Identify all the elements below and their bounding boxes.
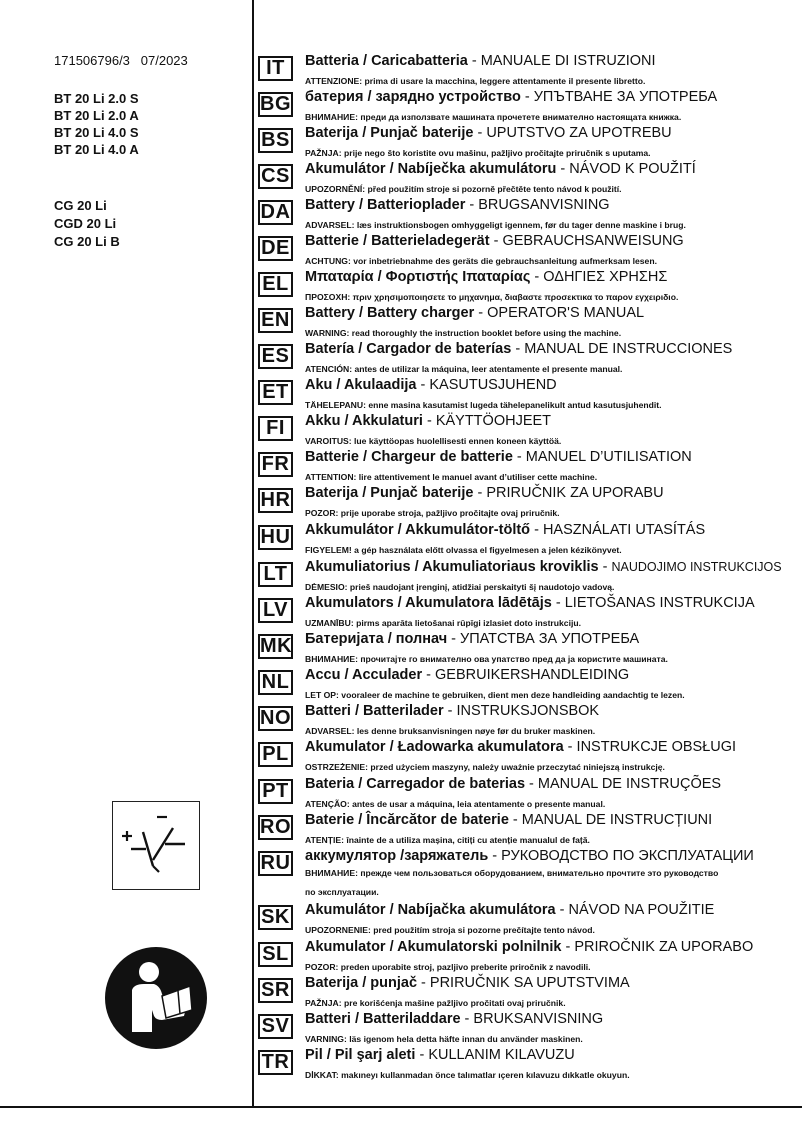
manual-type: UPUTSTVO ZA UPOTREBU xyxy=(486,125,672,141)
language-title: Μπαταρία / Φορτιστής Ιπαταρίας - ΟΔΗΓΙΕΣ ΧΡΗΣΗΣ xyxy=(305,269,668,285)
language-code-badge: NO xyxy=(260,707,291,729)
polarity-symbol-icon xyxy=(112,801,200,890)
language-code-badge: LV xyxy=(258,598,293,623)
warning-text: POZOR: prije uporabe stroja, pažljivo pročitajte ovaj priručnik. xyxy=(305,508,560,518)
model-name: BT 20 Li 2.0 A xyxy=(54,108,139,123)
manual-type: NÁVOD K POUŽITÍ xyxy=(569,161,696,177)
language-code-badge: FI xyxy=(258,416,293,441)
warning-text: TÄHELEPANU: enne masina kasutamist lugeda tähelepanelikult antud kasutusjuhendit. xyxy=(305,400,662,410)
manual-type: MANUAL DE INSTRUCCIONES xyxy=(524,341,733,357)
product-name: Μπαταρία / Φορτιστής Ιπαταρίας xyxy=(305,269,531,285)
product-name: Akkumulátor / Akkumulátor-töltő xyxy=(305,522,531,538)
language-code-badge: BG xyxy=(260,93,291,115)
language-code-badge: DA xyxy=(258,200,293,225)
product-name: Akumulátor / Nabíječka akumulátoru xyxy=(305,161,557,177)
manual-type: РУКОВОДСТВО ПО ЭКСПЛУАТАЦИИ xyxy=(501,848,754,864)
language-title: Akumuliatorius / Akumuliatoriaus kroviklis - NAUDOJIMO INSTRUKCIJOS xyxy=(305,559,782,575)
language-title: Akkumulátor / Akkumulátor-töltő - HASZNÁLATI UTASÍTÁS xyxy=(305,522,706,538)
language-code-badge: EL xyxy=(258,272,293,297)
language-title: батерия / зарядно устройство - УПЪТВАНЕ ЗА УПОТРЕБА xyxy=(305,89,718,105)
language-title: Baterija / Punjač baterije - PRIRUČNIK ZA UPORABU xyxy=(305,485,664,501)
language-code-badge: SK xyxy=(258,905,293,930)
language-code-badge: ES xyxy=(258,344,293,369)
language-code-badge: RU xyxy=(258,851,293,876)
manual-type: KÄYTTÖOHJEET xyxy=(435,413,552,429)
product-name: Battery / Batterioplader xyxy=(305,197,466,213)
warning-text: FIGYELEM! a gép használata előtt olvassa el figyelmesen a jelen kézikönyvet. xyxy=(305,545,622,555)
language-code-badge: IT xyxy=(258,56,293,81)
language-title: Aku / Akulaadija - KASUTUSJUHEND xyxy=(305,377,557,393)
document-reference xyxy=(54,53,188,68)
language-title: Batería / Cargador de baterías - MANUAL DE INSTRUCCIONES xyxy=(305,341,733,357)
model-name: BT 20 Li 2.0 S xyxy=(54,91,139,106)
warning-text: VARNING: läs igenom hela detta häfte innan du använder maskinen. xyxy=(305,1034,583,1044)
model-name: CGD 20 Li xyxy=(54,216,117,231)
manual-type: PRIROČNIK ZA UPORABO xyxy=(574,939,754,955)
warning-text: DĖMESIO: prieš naudojant įrenginį, atidžiai perskaityti šį naudotojo vadovą. xyxy=(305,582,615,592)
language-title: Akumulator / Ładowarka akumulatora - INSTRUKCJE OBSŁUGI xyxy=(305,739,737,755)
model-name: BT 20 Li 4.0 A xyxy=(54,142,139,157)
language-code-badge: FR xyxy=(258,452,293,477)
model-name: BT 20 Li 4.0 S xyxy=(54,125,139,140)
product-name: Batterie / Batterieladegerät xyxy=(305,233,490,249)
language-code-badge: EN xyxy=(258,308,293,333)
language-title: Batteri / Batteriladdare - BRUKSANVISNING xyxy=(305,1011,604,1027)
language-code-badge: TR xyxy=(258,1050,293,1075)
manual-type: GEBRUIKERSHANDLEIDING xyxy=(435,667,630,683)
language-title: Akumulátor / Nabíječka akumulátoru - NÁVOD K POUŽITÍ xyxy=(305,161,696,177)
manual-type: INSTRUKSJONSBOK xyxy=(456,703,600,719)
language-title: Akumulátor / Nabíjačka akumulátora - NÁVOD NA POUŽITIE xyxy=(305,902,715,918)
product-name: Baterija / punjač xyxy=(305,975,418,991)
manual-type: PRIRUČNIK ZA UPORABU xyxy=(486,485,664,501)
language-title: Baterija / punjač - PRIRUČNIK SA UPUTSTVIMA xyxy=(305,975,630,991)
product-name: Aku / Akulaadija xyxy=(305,377,417,393)
manual-type: HASZNÁLATI UTASÍTÁS xyxy=(542,522,706,538)
product-name: Батеријата / полнач xyxy=(305,631,448,647)
manual-type: BRUGSANVISNING xyxy=(478,197,610,213)
manual-type: PRIRUČNIK SA UPUTSTVIMA xyxy=(429,975,630,991)
language-title: Baterie / Încărcător de baterie - MANUAL DE INSTRUCȚIUNI xyxy=(305,812,713,828)
warning-text: UZMANĪBU: pirms aparāta lietošanai rūpīgi izlasiet doto instrukciju. xyxy=(305,618,581,628)
model-name: CG 20 Li xyxy=(54,198,107,213)
language-code-badge: LT xyxy=(258,562,293,587)
language-title: Batterie / Chargeur de batterie - MANUEL D’UTILISATION xyxy=(305,449,692,465)
warning-text: OSTRZEŻENIE: przed użyciem maszyny, należy uważnie przeczytać niniejszą instrukcję. xyxy=(305,762,665,772)
doc-date: 07/2023 xyxy=(140,53,188,68)
language-title: Akumulator / Akumulatorski polnilnik - PRIROČNIK ZA UPORABO xyxy=(305,939,754,955)
warning-text: ATENCIÓN: antes de utilizar la máquina, leer atentamente el presente manual. xyxy=(305,364,623,374)
language-code-badge: RO xyxy=(260,816,291,838)
product-name: Akumulátor / Nabíjačka akumulátora xyxy=(305,902,556,918)
product-name: аккумулятор /заряжатель xyxy=(305,848,489,864)
product-name: Bateria / Carregador de baterias xyxy=(305,776,526,792)
manual-type: УПЪТВАНЕ ЗА УПОТРЕБА xyxy=(533,89,718,105)
warning-text: ATENÇÃO: antes de usar a máquina, leia atentamente o presente manual. xyxy=(305,799,606,809)
language-code-badge: NL xyxy=(258,670,293,695)
language-code-badge: CS xyxy=(258,164,293,189)
language-title: Akumulators / Akumulatora lādētājs - LIETOŠANAS INSTRUKCIJA xyxy=(305,595,755,611)
manual-type: KASUTUSJUHEND xyxy=(429,377,557,393)
language-title: Baterija / Punjač baterije - UPUTSTVO ZA UPOTREBU xyxy=(305,125,672,141)
read-manual-icon xyxy=(104,946,208,1050)
language-code-badge: HR xyxy=(258,488,293,513)
manual-type: INSTRUKCJE OBSŁUGI xyxy=(576,739,737,755)
warning-text: ВНИМАНИЕ: прочитајте го внимателно ова упатство пред да ја користите машината. xyxy=(305,654,668,664)
product-name: Baterija / Punjač baterije xyxy=(305,125,474,141)
product-name: Pil / Pil şarj aleti xyxy=(305,1047,416,1063)
manual-type: GEBRAUCHSANWEISUNG xyxy=(502,233,684,249)
manual-type: УПАТСТВА ЗА УПОТРЕБА xyxy=(460,631,640,647)
language-title: Battery / Battery charger - OPERATOR'S MANUAL xyxy=(305,305,645,321)
product-name: Akumulators / Akumulatora lādētājs xyxy=(305,595,552,611)
language-title: Батеријата / полнач - УПАТСТВА ЗА УПОТРЕБА xyxy=(305,631,640,647)
product-name: Batería / Cargador de baterías xyxy=(305,341,512,357)
manual-type: MANUEL D’UTILISATION xyxy=(525,449,692,465)
manual-type: NAUDOJIMO INSTRUKCIJOS xyxy=(611,560,782,574)
manual-type: MANUAL DE INSTRUÇÕES xyxy=(537,776,722,792)
warning-text: LET OP: vooraleer de machine te gebruiken, dient men deze handleiding aandachtig te lezen. xyxy=(305,690,685,700)
language-title: Akku / Akkulaturi - KÄYTTÖOHJEET xyxy=(305,413,552,429)
manual-type: OPERATOR'S MANUAL xyxy=(487,305,645,321)
language-title: Battery / Batterioplader - BRUGSANVISNING xyxy=(305,197,610,213)
product-name: Batteria / Caricabatteria xyxy=(305,53,468,69)
language-code-badge: BS xyxy=(258,128,293,153)
warning-text: ATTENZIONE: prima di usare la macchina, leggere attentamente il presente libretto. xyxy=(305,76,646,86)
model-name: CG 20 Li B xyxy=(54,234,120,249)
language-code-badge: ET xyxy=(258,380,293,405)
product-name: Akumulator / Akumulatorski polnilnik xyxy=(305,939,562,955)
product-name: батерия / зарядно устройство xyxy=(305,89,521,105)
battery-model-list xyxy=(54,90,139,158)
language-title: Bateria / Carregador de baterias - MANUAL DE INSTRUÇÕES xyxy=(305,776,722,792)
product-name: Accu / Acculader xyxy=(305,667,423,683)
manual-type: KULLANIM KILAVUZU xyxy=(428,1047,575,1063)
product-name: Batterie / Chargeur de batterie xyxy=(305,449,513,465)
manual-type: ΟΔΗΓΙΕΣ ΧΡΗΣΗΣ xyxy=(543,269,668,285)
language-code-badge: SR xyxy=(258,978,293,1003)
warning-text: ATTENTION: lire attentivement le manuel avant d’utiliser cette machine. xyxy=(305,472,598,482)
product-name: Akumulator / Ładowarka akumulatora xyxy=(305,739,564,755)
language-code-badge: DE xyxy=(258,236,293,261)
language-title: Batteri / Batterilader - INSTRUKSJONSBOK xyxy=(305,703,600,719)
warning-text: ВНИМАНИЕ: преди да използвате машината прочетете внимателно настоящата книжка. xyxy=(305,112,682,122)
language-code-badge: SV xyxy=(258,1014,293,1039)
warning-text: ΠΡΟΣΟΧΗ: πριν χρησιμοποιησετε το μηχανημα, διαβαστε προσεκτικα το παρον εγχειριδιο. xyxy=(305,292,679,302)
warning-text: WARNING: read thoroughly the instruction booklet before using the machine. xyxy=(305,328,622,338)
manual-type: LIETOŠANAS INSTRUKCIJA xyxy=(564,595,755,611)
manual-type: BRUKSANVISNING xyxy=(473,1011,604,1027)
product-name: Akku / Akkulaturi xyxy=(305,413,423,429)
vertical-divider xyxy=(252,0,254,1106)
warning-text: ACHTUNG: vor inbetriebnahme des geräts die gebrauchsanleitung aufmerksam lesen. xyxy=(305,256,657,266)
language-code-badge: MK xyxy=(260,635,293,657)
warning-text: ADVARSEL: læs instruktionsbogen omhyggeligt igennem, før du tager denne maskine i brug. xyxy=(305,220,686,230)
product-name: Batteri / Batteriladdare xyxy=(305,1011,461,1027)
language-title: Batteria / Caricabatteria - MANUALE DI ISTRUZIONI xyxy=(305,53,656,69)
product-name: Baterie / Încărcător de baterie xyxy=(305,812,509,828)
warning-text: PAŽNJA: prije nego što koristite ovu mašinu, pažljivo pročitajte priručnik s uputama. xyxy=(305,148,651,158)
charger-model-list xyxy=(54,197,120,251)
language-title: Accu / Acculader - GEBRUIKERSHANDLEIDING xyxy=(305,667,630,683)
warning-text: VAROITUS: lue käyttöopas huolellisesti ennen koneen käyttöä. xyxy=(305,436,562,446)
warning-text: ADVARSEL: les denne bruksanvisningen nøye før du bruker maskinen. xyxy=(305,726,596,736)
product-name: Battery / Battery charger xyxy=(305,305,475,321)
warning-text: ATENȚIE: înainte de a utiliza mașina, citiți cu atenție manualul de față. xyxy=(305,835,590,845)
warning-text: DİKKAT: makıneyı kullanmadan önce talımatlar ıçeren kılavuzu dıkkatle okuyun. xyxy=(305,1070,630,1080)
language-title: аккумулятор /заряжатель - РУКОВОДСТВО ПО ЭКСПЛУАТАЦИИ xyxy=(305,848,754,864)
language-title: Batterie / Batterieladegerät - GEBRAUCHSANWEISUNG xyxy=(305,233,684,249)
language-code-badge: SL xyxy=(258,942,293,967)
language-code-badge: PT xyxy=(258,779,293,804)
language-code-badge: HU xyxy=(258,525,293,550)
warning-text: UPOZORNENIE: pred použitím stroja si pozorne prečítajte tento návod. xyxy=(305,925,595,935)
warning-text: PAŽNJA: pre korišćenja mašine pažljivo pročitati ovaj priručnik. xyxy=(305,998,566,1008)
product-name: Batteri / Batterilader xyxy=(305,703,444,719)
manual-type: MANUAL DE INSTRUCȚIUNI xyxy=(521,812,713,828)
warning-text: POZOR: preden uporabite stroj, pazljivo preberite priročnik z navodili. xyxy=(305,962,591,972)
warning-text: ВНИМАНИЕ: прежде чем пользоваться оборудованием, внимательно прочтите это руководство по эксплуатации. xyxy=(305,868,719,897)
language-title: Pil / Pil şarj aleti - KULLANIM KILAVUZU xyxy=(305,1047,575,1063)
bottom-rule xyxy=(0,1106,802,1108)
language-code-badge: PL xyxy=(258,742,293,767)
doc-number: 171506796/3 xyxy=(54,53,130,68)
manual-type: NÁVOD NA POUŽITIE xyxy=(568,902,715,918)
manual-type: MANUALE DI ISTRUZIONI xyxy=(480,53,656,69)
product-name: Akumuliatorius / Akumuliatoriaus kroviklis xyxy=(305,559,599,575)
warning-text: UPOZORNĚNÍ: před použitím stroje si pozorně přečtěte tento návod k použití. xyxy=(305,184,622,194)
product-name: Baterija / Punjač baterije xyxy=(305,485,474,501)
